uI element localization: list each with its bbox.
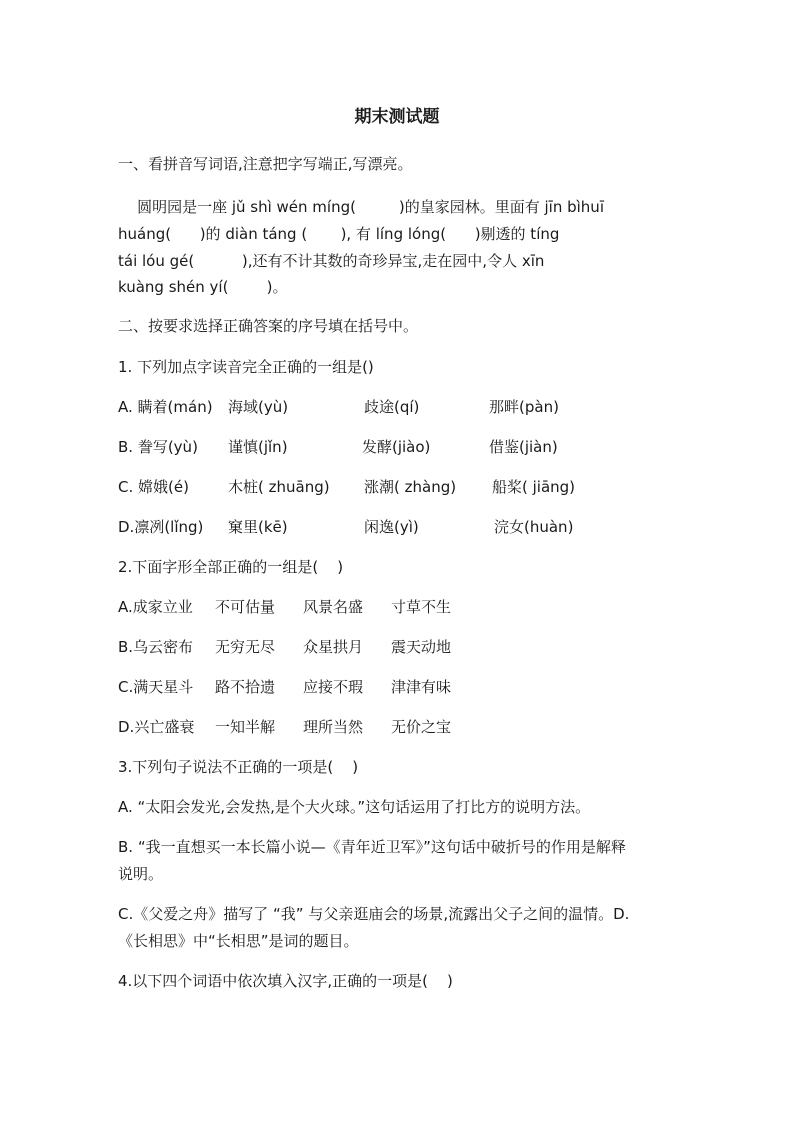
q2-option-a-2: 不可估量	[215, 598, 276, 616]
q2-option-c-1: C.满天星斗	[118, 678, 194, 696]
q1-option-d-4: 浣女(huàn)	[494, 518, 574, 536]
q2-option-b-3: 众星拱月	[303, 638, 364, 656]
q2-option-d-1: D.兴亡盛衰	[118, 718, 195, 736]
q3-option-c-line-2: 《长相思》中“长相思”是词的题目。	[118, 932, 359, 950]
q2-option-c-2: 路不拾遗	[215, 678, 276, 696]
q1-option-c-3: 涨潮( zhàng)	[364, 478, 457, 496]
q1-option-b-3: 发酵(jiào)	[362, 438, 431, 456]
q2-option-a-3: 风景名盛	[303, 598, 364, 616]
q2-option-d-4: 无价之宝	[391, 718, 452, 736]
page-title: 期末测试题	[354, 107, 440, 127]
q1-option-a-4: 那畔(pàn)	[489, 398, 559, 416]
q2-option-c-3: 应接不瑕	[303, 678, 364, 696]
section2-heading: 二、按要求选择正确答案的序号填在括号中。	[118, 317, 419, 335]
q1-option-b-2: 谨慎(jǐn)	[228, 438, 288, 456]
q2-option-c-4: 津津有味	[391, 678, 452, 696]
q2-option-b-2: 无穷无尽	[215, 638, 276, 656]
q1-option-a-3: 歧途(qí)	[364, 398, 420, 416]
q1-option-d-1: D.凛冽(lǐng)	[118, 518, 204, 536]
section1-heading: 一、看拼音写词语,注意把字写端正,写漂亮。	[118, 155, 413, 173]
q2-option-a-4: 寸草不生	[391, 598, 452, 616]
q1-option-d-2: 窠里(kē)	[228, 518, 288, 536]
section1-line-1: 圆明园是一座 jǔ shì wén míng( )的皇家园林。里面有 jīn bìhuī	[118, 198, 604, 216]
q1-option-c-2: 木桩( zhuāng)	[228, 478, 330, 496]
q1-option-b-1: B. 誊写(yù)	[118, 438, 198, 456]
q2-option-b-4: 震天动地	[391, 638, 452, 656]
section1-line-3: tái lóu gé( ),还有不计其数的奇珍异宝,走在园中,令人 xīn	[118, 252, 545, 270]
q1-option-a-2: 海域(yù)	[228, 398, 289, 416]
q1-stem: 1. 下列加点字读音完全正确的一组是()	[118, 358, 374, 376]
q1-option-d-3: 闲逸(yì)	[364, 518, 419, 536]
q3-option-a: A. “太阳会发光,会发热,是个大火球。”这句话运用了打比方的说明方法。	[118, 798, 591, 816]
q2-option-b-1: B.乌云密布	[118, 638, 194, 656]
section1-line-4: kuàng shén yí( )。	[118, 278, 288, 296]
q3-stem: 3.下列句子说法不正确的一项是( )	[118, 758, 359, 776]
q1-option-c-1: C. 嫦娥(é)	[118, 478, 189, 496]
q3-option-c-line-1: C.《父爱之舟》描写了 “我” 与父亲逛庙会的场景,流露出父子之间的温情。D.	[118, 905, 630, 923]
q1-option-a-1: A. 瞒着(mán)	[118, 398, 213, 416]
q4-stem: 4.以下四个词语中依次填入汉字,正确的一项是( )	[118, 972, 453, 990]
q2-option-a-1: A.成家立业	[118, 598, 193, 616]
section1-line-2: huáng( )的 diàn táng ( ), 有 líng lóng( )剔透的 tíng	[118, 225, 560, 243]
q1-option-b-4: 借鉴(jiàn)	[489, 438, 558, 456]
q2-option-d-3: 理所当然	[303, 718, 364, 736]
q3-option-b-line-2: 说明。	[118, 865, 164, 883]
q2-option-d-2: 一知半解	[215, 718, 276, 736]
q2-stem: 2.下面字形全部正确的一组是( )	[118, 558, 344, 576]
q1-option-c-4: 船桨( jiāng)	[492, 478, 576, 496]
q3-option-b-line-1: B. “我一直想买一本长篇小说—《青年近卫军》”这句话中破折号的作用是解释	[118, 838, 626, 856]
